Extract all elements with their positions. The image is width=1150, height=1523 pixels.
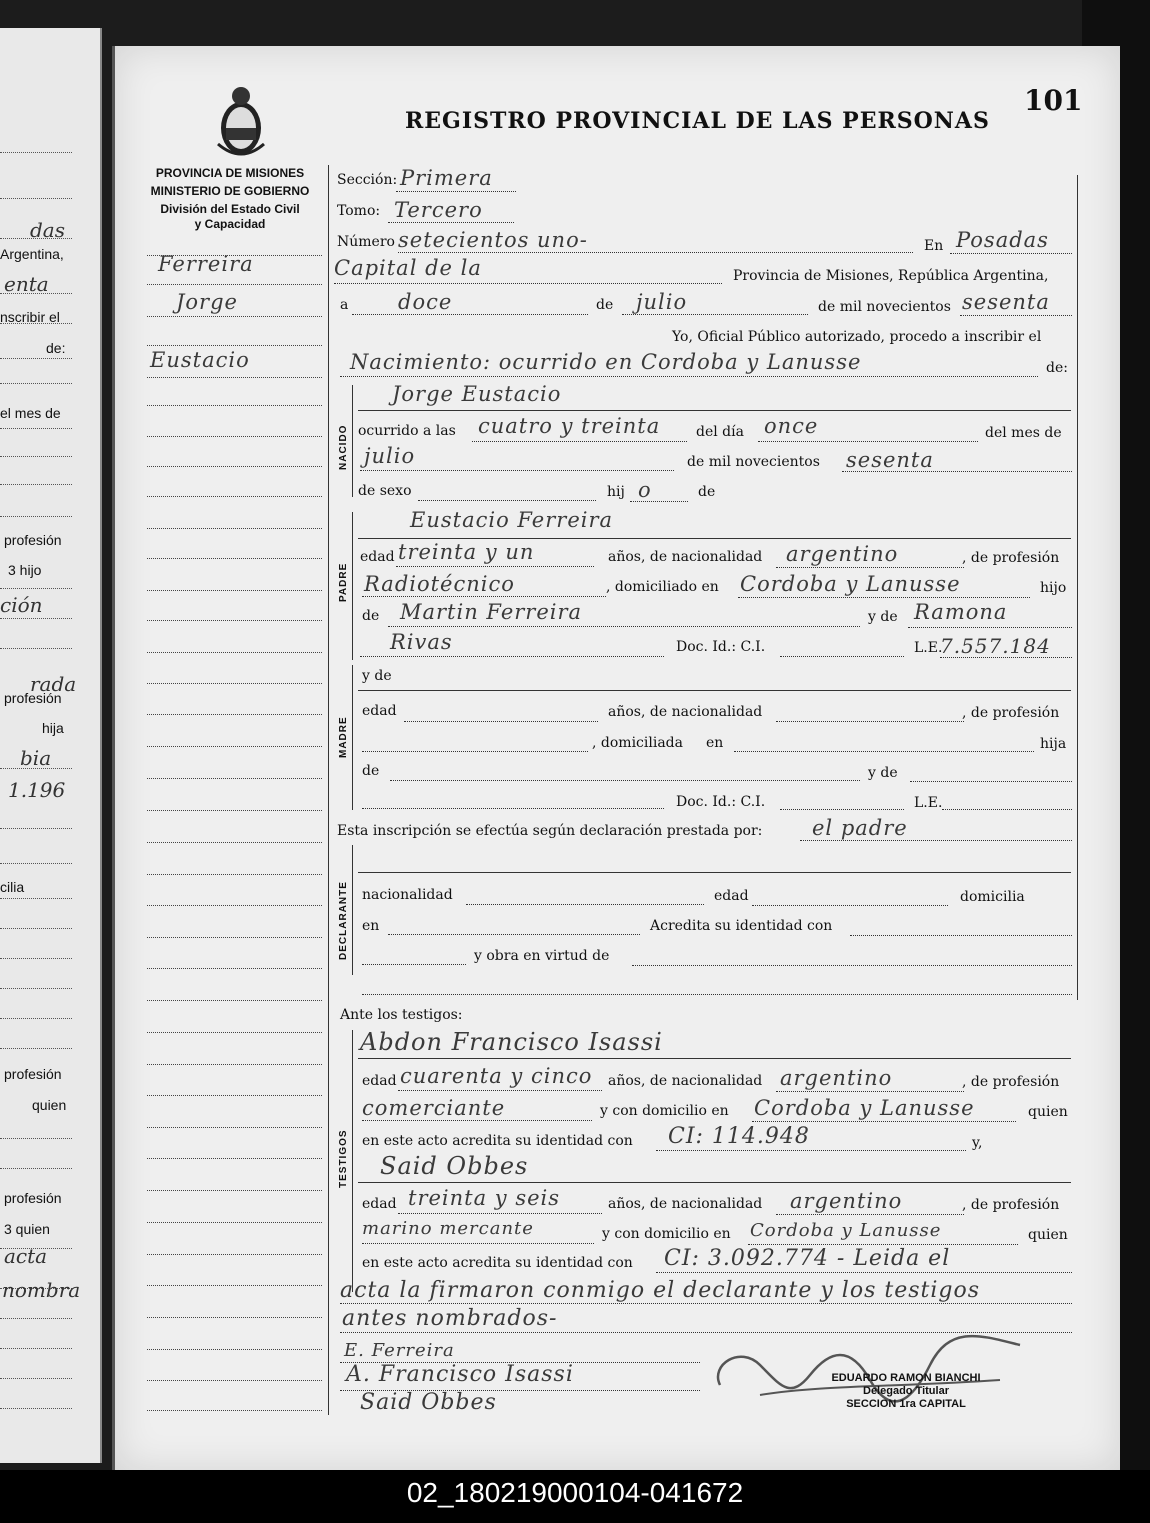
- padre-dom-label: , domiciliado en: [606, 579, 719, 595]
- testigo2-nac-value: argentino: [790, 1189, 903, 1213]
- left-fragment: de:: [46, 340, 66, 356]
- madre-label: MADRE: [338, 716, 349, 758]
- testigo2-prof-value: marino mercante: [362, 1218, 534, 1239]
- stamp-name: EDUARDO RAMON BIANCHI: [831, 1372, 981, 1384]
- testigo1-prof-label: , de profesión: [962, 1074, 1060, 1090]
- madre-edad-label: edad: [362, 703, 397, 719]
- abuelo-paterno-value: Martin Ferreira: [400, 600, 583, 624]
- page-title: REGISTRO PROVINCIAL DE LAS PERSONAS: [405, 108, 990, 134]
- declarante-acredita-label: Acredita su identidad con: [650, 918, 833, 934]
- nacido-nombre-value: Jorge Eustacio: [392, 382, 562, 406]
- declaracion-value: el padre: [812, 816, 908, 840]
- testigos-label: TESTIGOS: [338, 1129, 349, 1188]
- testigo1-doc-value: CI: 114.948: [668, 1124, 810, 1149]
- stamp-role: Delegado Titular: [863, 1385, 949, 1397]
- testigo1-nombre-value: Abdon Francisco Isassi: [360, 1028, 663, 1056]
- testigo2-quien-label: quien: [1028, 1227, 1068, 1243]
- dia-nacimiento-value: once: [764, 414, 819, 438]
- nacido-bracket: [352, 385, 353, 497]
- header-capacity: y Capacidad: [194, 217, 266, 231]
- seccion-value: Primera: [400, 166, 493, 190]
- testigo1-dom-label: y con domicilio en: [600, 1103, 729, 1119]
- testigo2-nac-label: años, de nacionalidad: [608, 1196, 763, 1212]
- padre-nac-value: argentino: [786, 542, 899, 566]
- signature-testigo-2: Said Obbes: [360, 1390, 497, 1415]
- hora-value: cuatro y treinta: [478, 414, 661, 438]
- abuela-paterna-value: Ramona: [914, 600, 1008, 624]
- padre-de-label: de: [362, 608, 380, 624]
- left-fragment: nombra: [2, 1278, 81, 1302]
- left-fragment: das: [30, 218, 65, 242]
- padre-prof-value: Radiotécnico: [364, 572, 515, 596]
- numero-value: setecientos uno-: [398, 228, 588, 252]
- acto-value: Nacimiento: ocurrido en Cordoba y Lanusse: [350, 350, 862, 374]
- header-org: [140, 164, 320, 233]
- seccion-label: Sección:: [337, 172, 398, 188]
- padre-label: PADRE: [338, 562, 349, 602]
- testigo2-doc-value: CI: 3.092.774 - Leida el: [664, 1246, 951, 1271]
- de-nacido-label: de: [698, 484, 716, 500]
- left-fragment: profesión: [4, 532, 62, 548]
- testigo1-y-label: y,: [972, 1135, 983, 1151]
- closing-line-1: acta la firmaron conmigo el declarante y los testigos: [340, 1278, 980, 1303]
- madre-dom-label: , domiciliada: [592, 735, 683, 751]
- testigo1-edad-value: cuarenta y cinco: [400, 1064, 593, 1088]
- left-fragment: hija: [42, 720, 64, 736]
- de-label: de: [596, 297, 614, 313]
- en-label: En: [924, 238, 944, 254]
- madre-en-label: en: [706, 735, 724, 751]
- signature-declarante: E. Ferreira: [344, 1340, 455, 1361]
- left-fragment: profesión: [4, 690, 62, 706]
- closing-line-2: antes nombrados-: [342, 1306, 558, 1331]
- testigos-bracket: [352, 1030, 353, 1292]
- left-fragment: nscribir el: [0, 309, 60, 325]
- testigo1-nac-value: argentino: [780, 1066, 893, 1090]
- page-number: 101: [1024, 84, 1083, 117]
- tomo-label: Tomo:: [337, 203, 381, 219]
- official-stamp: [806, 1372, 1006, 1411]
- padre-edad-label: edad: [360, 549, 395, 565]
- coat-of-arms-icon: [212, 84, 270, 160]
- declarante-bracket: [352, 845, 353, 975]
- left-fragment: acta: [4, 1244, 48, 1268]
- testigo1-prof-value: comerciante: [362, 1096, 506, 1120]
- signature-testigo-1: A. Francisco Isassi: [346, 1362, 574, 1387]
- testigo2-prof-label: , de profesión: [962, 1197, 1060, 1213]
- mil-nacimiento-label: de mil novecientos: [687, 454, 820, 470]
- left-fragment: 3 quien: [4, 1221, 50, 1237]
- stamp-section: SECCION 1ra CAPITAL: [846, 1398, 966, 1410]
- testigo1-nac-label: años, de nacionalidad: [608, 1073, 763, 1089]
- left-fragment: 3 hijo: [8, 562, 42, 578]
- abuela-paterna-cont: Rivas: [390, 630, 453, 654]
- en-value: Posadas: [956, 228, 1049, 252]
- testigo2-edad-value: treinta y seis: [408, 1186, 561, 1210]
- madre-y-de-label: y de: [362, 668, 392, 684]
- dia-inscripcion-value: doce: [398, 290, 453, 314]
- left-fragment: rada: [30, 672, 77, 696]
- del-dia-label: del día: [696, 424, 744, 440]
- madre-y-de2-label: y de: [868, 765, 898, 781]
- document-id: 02_180219000104-041672: [406, 1477, 744, 1508]
- padre-nombre-value: Eustacio Ferreira: [410, 508, 614, 532]
- left-fragment: 1.196: [8, 778, 66, 802]
- left-page-fragment: [0, 28, 102, 1463]
- testigo1-dom-value: Cordoba y Lanusse: [754, 1096, 975, 1120]
- testigo1-edad-label: edad: [362, 1073, 397, 1089]
- del-mes-label: del mes de: [985, 425, 1062, 441]
- padre-dom-value: Cordoba y Lanusse: [740, 572, 961, 596]
- left-fragment: el mes de: [0, 405, 61, 421]
- ocurrido-label: ocurrido a las: [358, 423, 456, 439]
- a-label: a: [340, 297, 349, 313]
- madre-hija-label: hija: [1040, 736, 1067, 752]
- padre-nac-label: años, de nacionalidad: [608, 549, 763, 565]
- declarante-label: DECLARANTE: [338, 881, 349, 960]
- sexo-label: de sexo: [358, 483, 412, 499]
- tomo-value: Tercero: [394, 198, 483, 222]
- testigo1-acredita-label: en este acto acredita su identidad con: [362, 1133, 633, 1149]
- left-fragment: ción: [0, 593, 43, 617]
- declarante-en-label: en: [362, 918, 380, 934]
- anio-inscripcion-value: sesenta: [962, 290, 1050, 314]
- margin-surname: Ferreira: [158, 252, 254, 276]
- de-colon-label: de:: [1046, 360, 1068, 376]
- declarante-obra-label: y obra en virtud de: [474, 948, 610, 964]
- testigos-intro: Ante los testigos:: [340, 1007, 463, 1023]
- padre-hijo-label: hijo: [1040, 580, 1067, 596]
- declarante-edad-label: edad: [714, 888, 749, 904]
- madre-bracket: [352, 665, 353, 810]
- nacido-label: NACIDO: [338, 424, 349, 470]
- testigo2-dom-value: Cordoba y Lanusse: [750, 1220, 942, 1241]
- mil-label: de mil novecientos: [818, 299, 951, 315]
- testigo1-quien-label: quien: [1028, 1104, 1068, 1120]
- provincia-text: Provincia de Misiones, República Argentina,: [733, 268, 1049, 284]
- testigo2-edad-label: edad: [362, 1196, 397, 1212]
- header-division: División del Estado Civil: [160, 202, 300, 216]
- header-ministry: MINISTERIO DE GOBIERNO: [150, 184, 310, 198]
- left-fragment: profesión: [4, 1190, 62, 1206]
- hijo-value: o: [638, 478, 652, 502]
- madre-prof-label: , de profesión: [962, 705, 1060, 721]
- declarante-dom-label: domicilia: [960, 889, 1025, 905]
- testigo2-dom-label: y con domicilio en: [602, 1226, 731, 1242]
- padre-le-value: 7.557.184: [940, 634, 1051, 658]
- header-province: PROVINCIA DE MISIONES: [155, 166, 305, 180]
- mes-inscripcion-value: julio: [636, 290, 688, 314]
- madre-nac-label: años, de nacionalidad: [608, 704, 763, 720]
- madre-le-label: L.E.: [914, 795, 943, 811]
- padre-doc-label: Doc. Id.: C.I.: [676, 639, 766, 655]
- left-fragment: cilia: [0, 879, 25, 895]
- left-fragment: enta: [4, 272, 49, 296]
- padre-prof-label: , de profesión: [962, 550, 1060, 566]
- numero-label: Número: [337, 234, 395, 250]
- padre-bracket: [352, 512, 353, 660]
- capital-value: Capital de la: [334, 256, 482, 280]
- testigo2-acredita-label: en este acto acredita su identidad con: [362, 1255, 633, 1271]
- anio-nacimiento-value: sesenta: [846, 448, 934, 472]
- padre-edad-value: treinta y un: [398, 540, 535, 564]
- left-fragment: bia: [20, 746, 52, 770]
- mes-nacimiento-value: julio: [364, 444, 416, 468]
- declaracion-intro: Esta inscripción se efectúa según declaración prestada por:: [337, 823, 763, 839]
- column-divider: [328, 165, 329, 1415]
- hijo-label: hij: [607, 484, 625, 500]
- declarante-nac-label: nacionalidad: [362, 887, 453, 903]
- padre-le-label: L.E.: [914, 640, 943, 656]
- madre-de-label: de: [362, 763, 380, 779]
- margin-second-name: Eustacio: [150, 348, 250, 372]
- left-fragment: quien: [32, 1097, 67, 1113]
- left-fragment: profesión: [4, 1066, 62, 1082]
- left-fragment: Argentina,: [0, 246, 64, 262]
- margin-first-name: Jorge: [176, 290, 238, 314]
- madre-doc-label: Doc. Id.: C.I.: [676, 794, 766, 810]
- testigo2-nombre-value: Said Obbes: [380, 1152, 529, 1180]
- padre-y-de-label: y de: [868, 609, 898, 625]
- frame-right: [1077, 175, 1078, 1000]
- oficial-text: Yo, Oficial Público autorizado, procedo a inscribir el: [672, 329, 1042, 345]
